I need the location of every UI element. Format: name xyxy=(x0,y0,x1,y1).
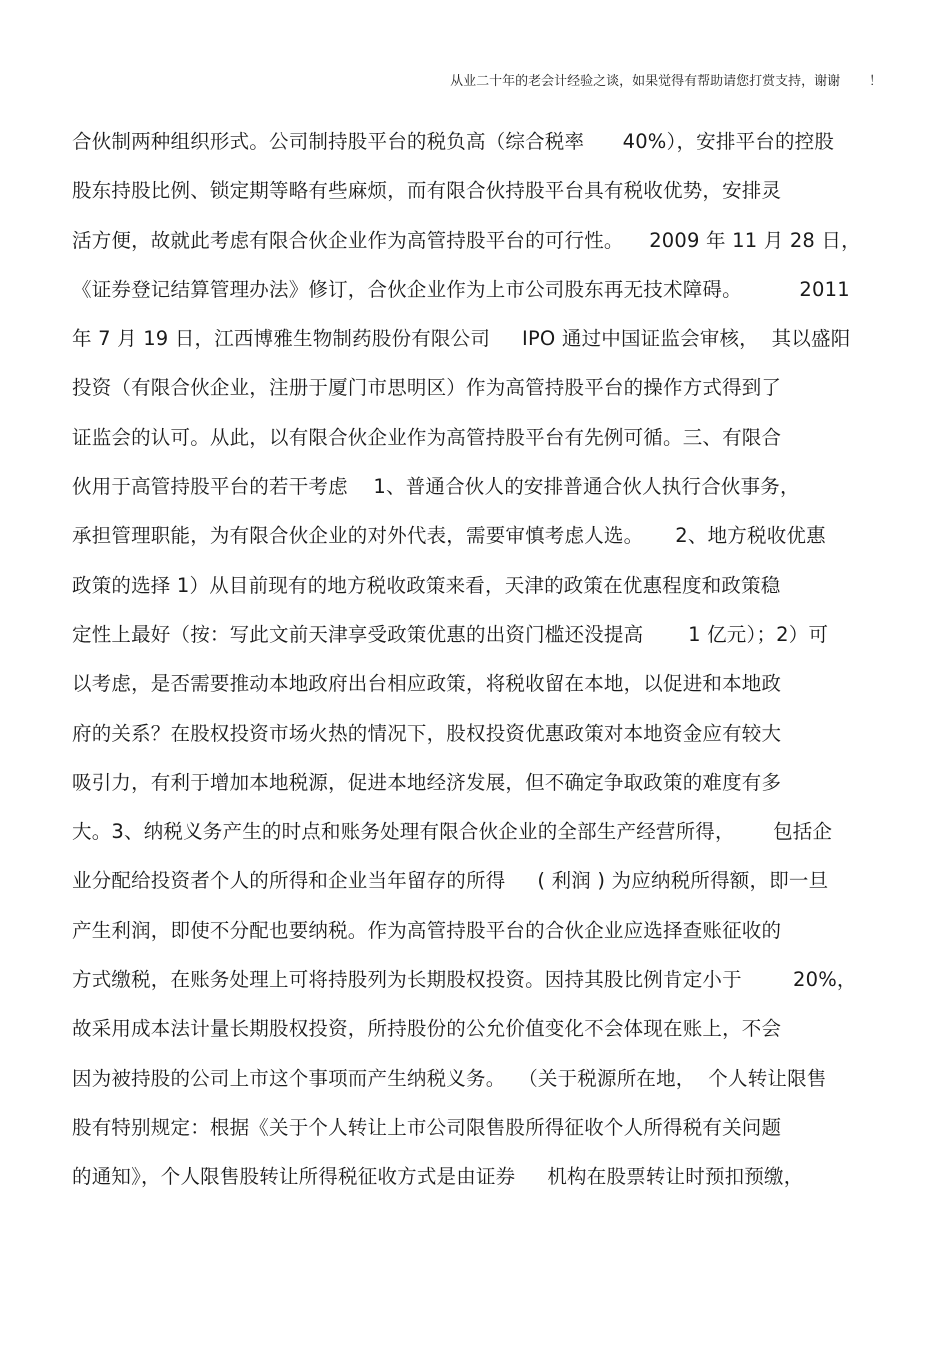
text-line: 的通知》，个人限售股转让所得税征收方式是由证券 机构在股票转让时预扣预缴， xyxy=(72,1165,804,1189)
text-line: 承担管理职能，为有限合伙企业的对外代表，需要审慎考虑人选。 2、地方税收优惠 xyxy=(72,524,826,548)
text-line: 年 7 月 19 日，江西博雅生物制药股份有限公司 IPO 通过中国证监会审核， 其以盛阳 xyxy=(72,327,851,351)
text-line: 股有特别规定：根据《关于个人转让上市公司限售股所得征收个人所得税有关问题 xyxy=(72,1115,782,1139)
text-line: 伙用于高管持股平台的若干考虑 1、普通合伙人的安排普通合伙人执行合伙事务， xyxy=(72,475,800,499)
text-line: 以考虑，是否需要推动本地政府出台相应政策，将税收留在本地，以促进和本地政 xyxy=(72,672,782,696)
text-line: 大。3、纳税义务产生的时点和账务处理有限合伙企业的全部生产经营所得， 包括企 xyxy=(72,820,833,844)
text-line: 股东持股比例、锁定期等略有些麻烦，而有限合伙持股平台具有税收优势，安排灵 xyxy=(72,179,782,203)
text-line: 政策的选择 1）从目前现有的地方税收政策来看，天津的政策在优惠程度和政策稳 xyxy=(72,573,781,597)
text-line: 活方便，故就此考虑有限合伙企业作为高管持股平台的可行性。 2009 年 11 月 28 日， xyxy=(72,228,861,252)
text-line: 府的关系？在股权投资市场火热的情况下，股权投资优惠政策对本地资金应有较大 xyxy=(72,721,782,745)
text-line: 《证券登记结算管理办法》修订，合伙企业作为上市公司股东再无技术障碍。 2011 xyxy=(72,277,850,301)
text-line: 投资（有限合伙企业，注册于厦门市思明区）作为高管持股平台的操作方式得到了 xyxy=(72,376,782,400)
text-line: 合伙制两种组织形式。公司制持股平台的税负高（综合税率 40%），安排平台的控股 xyxy=(72,130,835,153)
text-line: 业分配给投资者个人的所得和企业当年留存的所得 ( 利润 ) 为应纳税所得额，即一旦 xyxy=(72,869,829,893)
text-line: 故采用成本法计量长期股权投资，所持股份的公允价值变化不会体现在账上，不会 xyxy=(72,1017,782,1041)
text-line: 吸引力，有利于增加本地税源，促进本地经济发展，但不确定争取政策的难度有多 xyxy=(72,770,782,794)
text-line: 方式缴税，在账务处理上可将持股列为长期股权投资。因持其股比例肯定小于 20%， xyxy=(72,968,857,992)
text-line: 产生利润，即使不分配也要纳税。作为高管持股平台的合伙企业应选择查账征收的 xyxy=(72,918,782,942)
text-line: 因为被持股的公司上市这个事项而产生纳税义务。 （关于税源所在地， 个人转让限售 xyxy=(72,1066,827,1090)
text-line: 定性上最好（按：写此文前天津享受政策优惠的出资门槛还没提高 1 亿元）；2）可 xyxy=(72,622,829,646)
body-text xyxy=(72,122,882,1207)
text-line: 证监会的认可。从此，以有限合伙企业作为高管持股平台有先例可循。三、有限合 xyxy=(72,425,782,449)
header-note: 从业二十年的老会计经验之谈，如果觉得有帮助请您打赏支持，谢谢 ！ xyxy=(450,74,882,89)
